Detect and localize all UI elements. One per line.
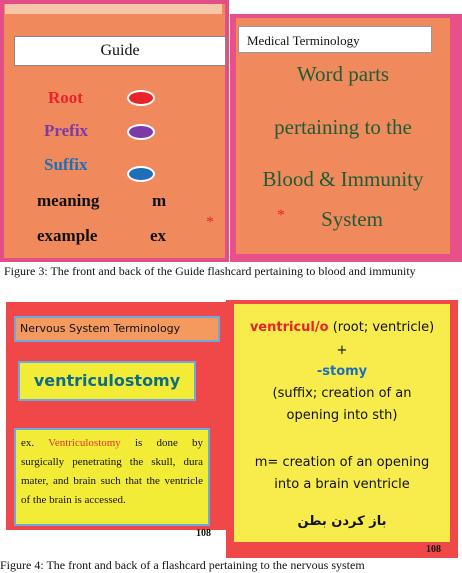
- red-dot-icon: [127, 90, 155, 106]
- medical-card-star: *: [277, 207, 285, 224]
- guide-example-label: example: [37, 226, 98, 245]
- medical-card-header: Medical Terminology: [238, 26, 432, 53]
- back-suffix-term: -stomy: [316, 364, 368, 379]
- ns-card-header: Nervous System Terminology: [14, 316, 220, 342]
- back-flashcard-body: [234, 304, 450, 542]
- back-root-desc: (root; ventricle): [332, 320, 435, 335]
- ns-card-page-number: 108: [196, 528, 211, 539]
- back-suffix-desc-2: opening into sth): [286, 408, 398, 423]
- back-card-page-number: 108: [426, 544, 441, 555]
- guide-star: *: [206, 214, 214, 231]
- blue-dot-icon: [127, 166, 155, 182]
- ns-card-example: [14, 428, 210, 526]
- back-meaning-2: into a brain ventricle: [274, 477, 410, 492]
- purple-dot-icon: [127, 124, 155, 140]
- ns-example-prefix: ex.: [21, 437, 35, 449]
- medical-card-line-4: System: [321, 207, 383, 231]
- ns-example-text: is done by surgically penetrating the skull, dura mater, and brain such that the ventricle of the brain is accessed.: [21, 437, 203, 506]
- back-root-line: [234, 320, 450, 335]
- medical-card-line-2: pertaining to the: [274, 115, 412, 139]
- medical-card-line-3: Blood & Immunity: [262, 167, 424, 191]
- figure-4-caption: Figure 4: The front and back of a flashcard pertaining to the nervous system: [0, 558, 365, 572]
- back-meaning-1: m= creation of an opening: [254, 455, 430, 470]
- figure-3-caption: Figure 3: The front and back of the Guide flashcard pertaining to blood and immunity: [4, 264, 416, 278]
- guide-root-label: Root: [48, 88, 83, 107]
- medical-card-line-1: Word parts: [296, 62, 390, 86]
- guide-top-strip: [5, 4, 222, 14]
- guide-suffix-label: Suffix: [44, 155, 88, 174]
- back-suffix-desc-1: (suffix; creation of an: [272, 386, 412, 401]
- guide-meaning-abbr: m: [152, 191, 167, 210]
- ns-card-term: ventriculostomy: [18, 361, 196, 401]
- back-plus: +: [336, 343, 348, 358]
- guide-example-abbr: ex: [150, 226, 167, 245]
- guide-meaning-label: meaning: [37, 191, 100, 210]
- ns-example-highlight: Ventriculostomy: [48, 437, 121, 449]
- back-root-term: ventricul/o: [249, 320, 329, 335]
- guide-title: Guide: [14, 36, 226, 66]
- guide-prefix-label: Prefix: [44, 121, 89, 140]
- back-persian-translation: باز کردن بطن: [297, 514, 387, 529]
